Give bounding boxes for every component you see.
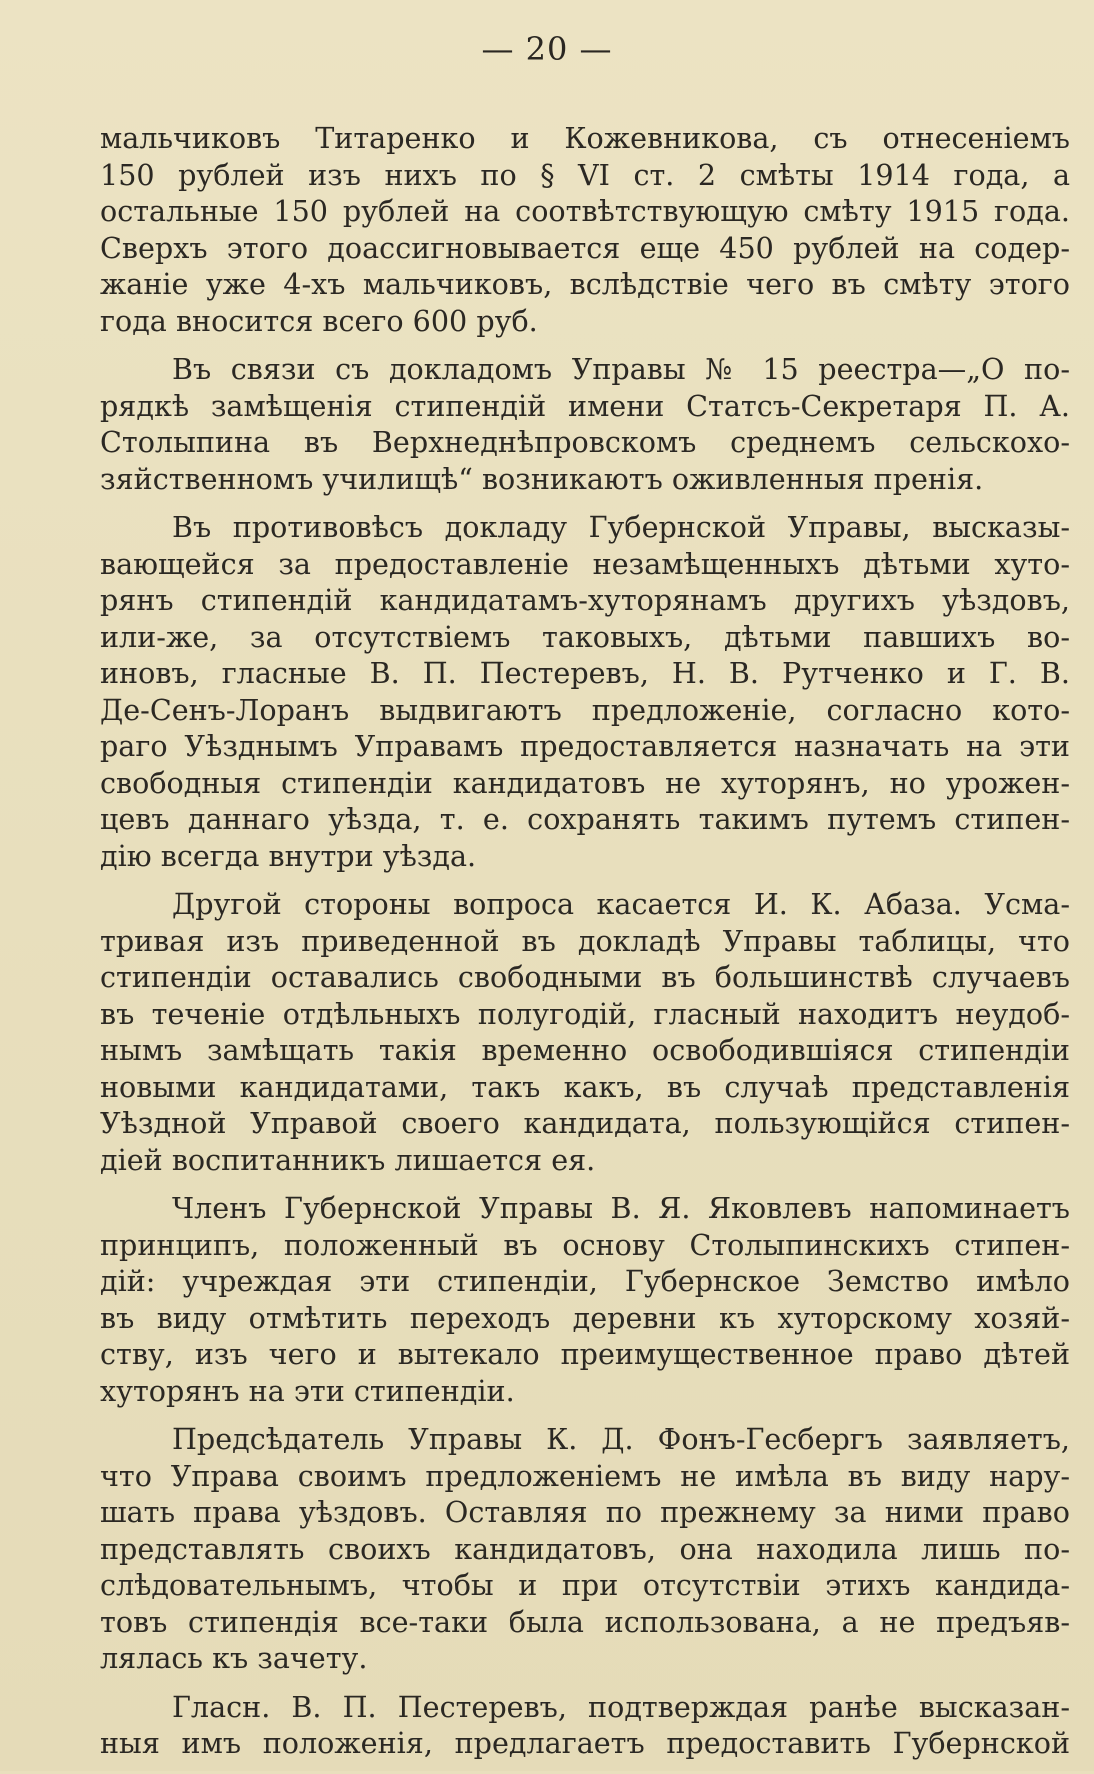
text-line: жаніе уже 4-хъ мальчиковъ, вслѣдствіе чего въ смѣту этого: [100, 267, 1070, 301]
text-line: дій: учреждая эти стипендіи, Губернское Земство имѣло: [100, 1264, 1070, 1298]
text-line: года вносится всего 600 руб.: [100, 303, 538, 338]
text-line: свободныя стипендіи кандидатовъ не хуторянъ, но урожен-: [100, 765, 1070, 800]
text-line: зяйственномъ училищѣ“ возникаютъ оживленныя пренія.: [100, 461, 984, 496]
text-line: принципъ, положенный въ основу Столыпинскихъ стипен-: [100, 1227, 1070, 1262]
text-line: лялась къ зачету.: [100, 1641, 368, 1675]
text-line: нымъ замѣщать такія временно освободившіяся стипендіи: [100, 1033, 1070, 1067]
text-line: Сверхъ этого доассигновывается еще 450 рублей на содер-: [100, 230, 1070, 265]
text-line: шать права уѣздовъ. Оставляя по прежнему за ними право: [100, 1495, 1070, 1529]
text-line: иновъ, гласные В. П. Пестеревъ, Н. В. Рутченко и Г. В.: [100, 656, 1070, 690]
text-line: дію всегда внутри уѣзда.: [100, 838, 477, 873]
text-line: ныя имъ положенія, предлагаетъ предоставить Губернской: [100, 1726, 1070, 1760]
text-line: ству, изъ чего и вытекало преимущественное право дѣтей: [100, 1337, 1070, 1371]
text-line: Членъ Губернской Управы В. Я. Яковлевъ напоминаетъ: [172, 1191, 1070, 1225]
text-line: или-же, за отсутствіемъ таковыхъ, дѣтьми павшихъ во-: [100, 619, 1070, 654]
text-line: слѣдовательнымъ, чтобы и при отсутствіи этихъ кандида-: [100, 1568, 1070, 1602]
text-line: остальные 150 рублей на соотвѣтствующую смѣту 1915 года.: [100, 194, 1070, 228]
text-line: Гласн. В. П. Пестеревъ, подтверждая ранѣе высказан-: [172, 1689, 1070, 1724]
text-line: Предсѣдатель Управы К. Д. Фонъ-Гесбергъ заявляетъ,: [172, 1422, 1070, 1456]
text-line: тривая изъ приведенной въ докладѣ Управы таблицы, что: [100, 923, 1070, 958]
text-line: хуторянъ на эти стипендіи.: [100, 1373, 515, 1408]
paragraph: [100, 886, 1070, 1178]
text-line: Уѣздной Управой своего кандидата, пользующійся стипен-: [100, 1106, 1070, 1140]
text-line: цевъ даннаго уѣзда, т. е. сохранять такимъ путемъ стипен-: [100, 802, 1070, 836]
text-line: раго Уѣзднымъ Управамъ предоставляется назначать на эти: [100, 729, 1070, 763]
text-line: діей воспитанникъ лишается ея.: [100, 1142, 596, 1177]
text-line: стипендіи оставались свободными въ большинствѣ случаевъ: [100, 960, 1070, 994]
text-line: Въ связи съ докладомъ Управы № 15 реестра—„О по-: [172, 352, 1070, 386]
text-line: Де-Сенъ-Лоранъ выдвигаютъ предложеніе, согласно кото-: [100, 692, 1070, 727]
paragraph: [100, 1421, 1070, 1677]
paragraph: [100, 351, 1070, 497]
text-line: 150 рублей изъ нихъ по § VI ст. 2 смѣты 1914 года, а: [100, 157, 1070, 192]
text-line: Столыпина въ Верхнеднѣпровскомъ среднемъ сельскохо-: [100, 425, 1070, 459]
text-line: представлять своихъ кандидатовъ, она находила лишь по-: [100, 1531, 1070, 1566]
text-line: новыми кандидатами, такъ какъ, въ случаѣ представленія: [100, 1069, 1070, 1104]
body-text: [100, 120, 1070, 1774]
paragraph: [100, 1689, 1070, 1762]
paragraph: [100, 1190, 1070, 1409]
text-line: въ виду отмѣтить переходъ деревни къ хуторскому хозяй-: [100, 1300, 1070, 1335]
paragraph: [100, 509, 1070, 874]
text-line: рядкѣ замѣщенія стипендій имени Статсъ-Секретаря П. А.: [100, 388, 1070, 423]
text-line: въ теченіе отдѣльныхъ полугодій, гласный находитъ неудоб-: [100, 996, 1070, 1031]
text-line: вающейся за предоставленіе незамѣщенныхъ дѣтьми хуто-: [100, 546, 1070, 581]
text-line: Другой стороны вопроса касается И. К. Абаза. Усма-: [172, 887, 1070, 921]
paragraph: [100, 120, 1070, 339]
text-line: товъ стипендія все-таки была использована, а не предъяв-: [100, 1604, 1070, 1639]
text-line: мальчиковъ Титаренко и Кожевникова, съ отнесеніемъ: [100, 121, 1070, 155]
text-line: Въ противовѣсъ докладу Губернской Управы, высказы-: [172, 510, 1070, 544]
page-number: — 20 —: [481, 30, 613, 68]
text-line: рянъ стипендій кандидатамъ-хуторянамъ другихъ уѣздовъ,: [100, 583, 1070, 617]
text-line: что Управа своимъ предложеніемъ не имѣла въ виду нару-: [100, 1458, 1070, 1493]
